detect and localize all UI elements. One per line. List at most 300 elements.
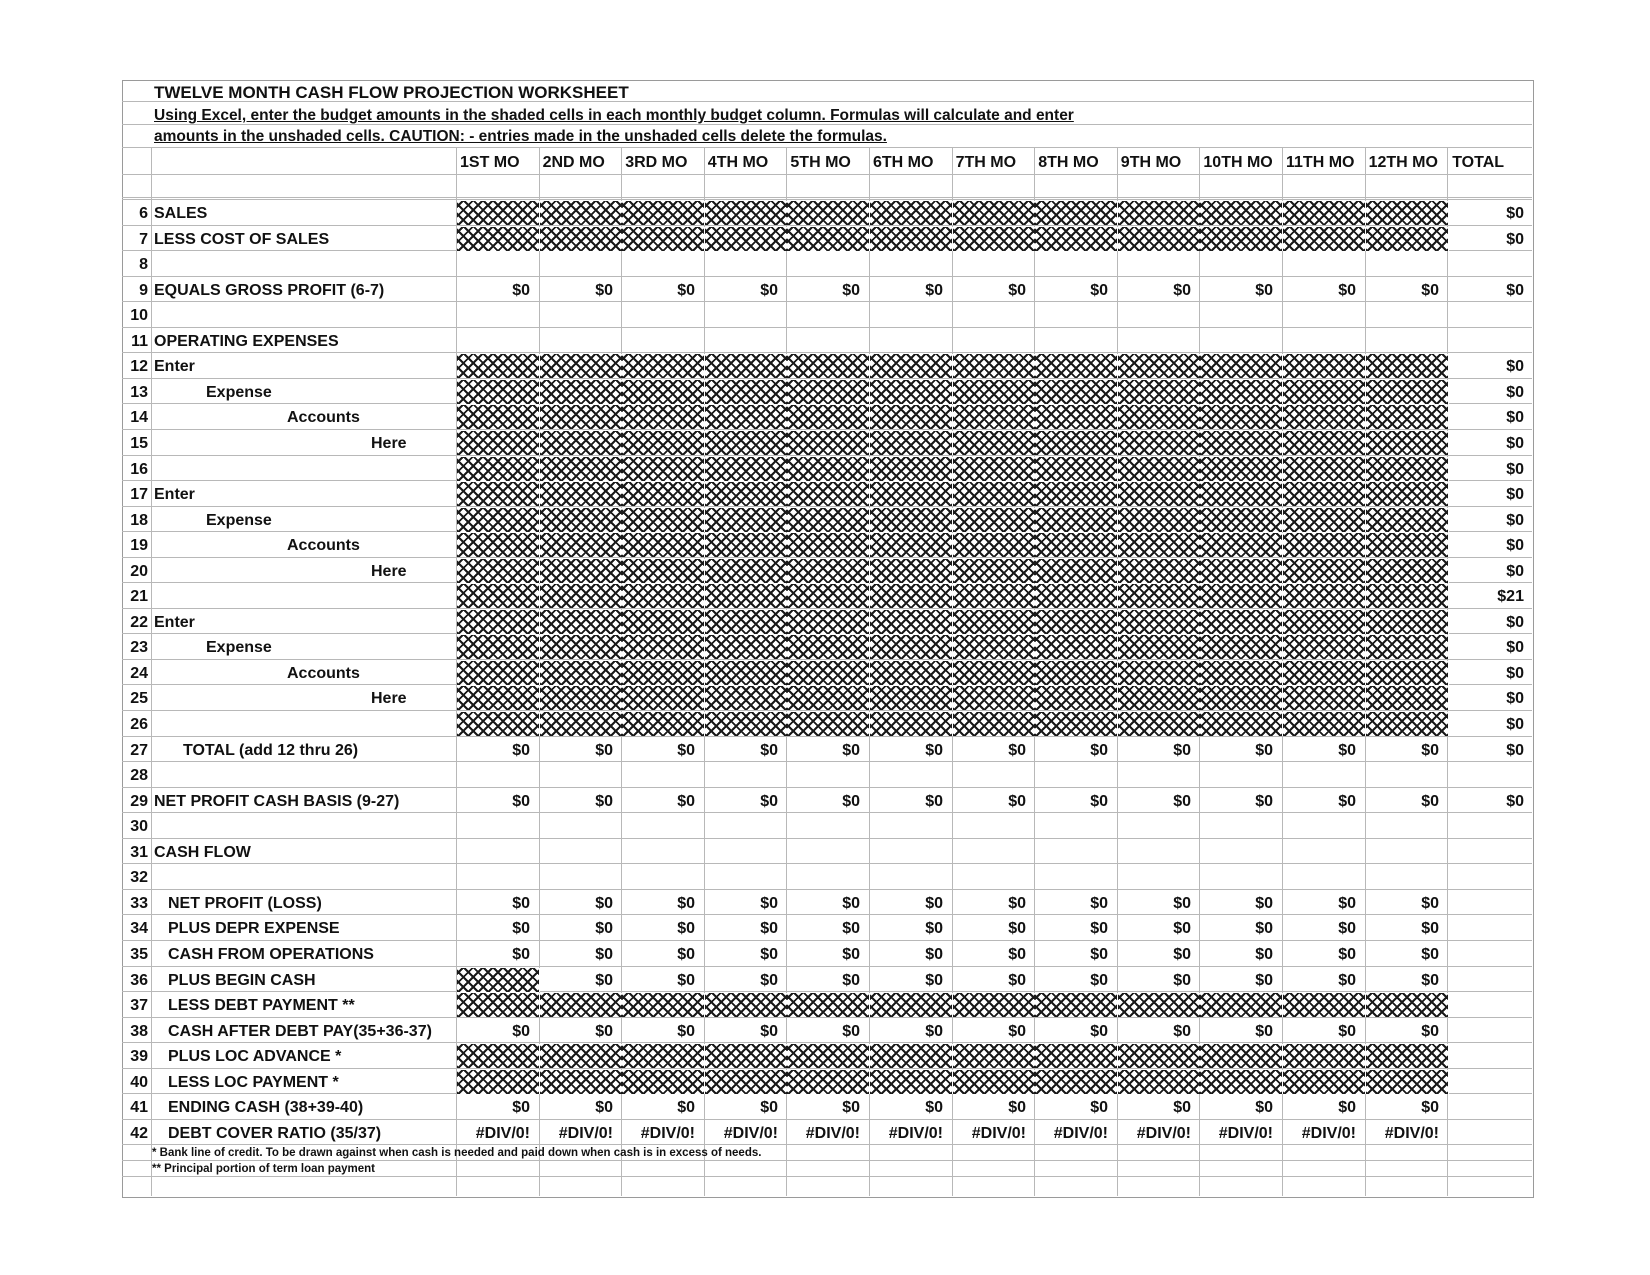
- budget-input-cell[interactable]: [1118, 380, 1201, 404]
- row-label: ENDING CASH (38+39-40): [168, 1099, 364, 1116]
- month-value-cell: $0: [1090, 282, 1108, 299]
- month-value-cell: #DIV/0!: [558, 1125, 613, 1142]
- budget-input-cell[interactable]: [1200, 201, 1283, 225]
- budget-input-cell[interactable]: [953, 227, 1036, 251]
- budget-input-cell[interactable]: [457, 635, 540, 659]
- budget-input-cell[interactable]: [705, 201, 788, 225]
- budget-input-cell[interactable]: [1118, 431, 1201, 455]
- budget-input-cell[interactable]: [1118, 686, 1201, 710]
- total-value-cell: $0: [1506, 537, 1524, 554]
- budget-input-cell[interactable]: [457, 993, 540, 1017]
- budget-input-cell[interactable]: [870, 201, 953, 225]
- budget-input-cell[interactable]: [457, 482, 540, 506]
- budget-input-cell[interactable]: [870, 1044, 953, 1068]
- budget-input-cell[interactable]: [457, 686, 540, 710]
- budget-input-cell[interactable]: [1035, 610, 1118, 634]
- budget-input-cell[interactable]: [1366, 380, 1449, 404]
- budget-input-cell[interactable]: [1283, 661, 1366, 685]
- row-label: PLUS LOC ADVANCE *: [168, 1048, 342, 1065]
- budget-input-cell[interactable]: [787, 380, 870, 404]
- budget-input-cell[interactable]: [457, 227, 540, 251]
- budget-input-cell[interactable]: [870, 533, 953, 557]
- budget-input-cell[interactable]: [1283, 201, 1366, 225]
- budget-input-cell[interactable]: [705, 584, 788, 608]
- budget-input-cell[interactable]: [1035, 661, 1118, 685]
- budget-input-cell[interactable]: [705, 661, 788, 685]
- budget-input-cell[interactable]: [1366, 482, 1449, 506]
- grid-line: [122, 1042, 1532, 1043]
- budget-input-cell[interactable]: [540, 508, 623, 532]
- month-value-cell: $0: [512, 1023, 530, 1040]
- budget-input-cell[interactable]: [540, 1070, 623, 1094]
- budget-input-cell[interactable]: [1200, 227, 1283, 251]
- budget-input-cell[interactable]: [953, 559, 1036, 583]
- budget-input-cell[interactable]: [1200, 533, 1283, 557]
- budget-input-cell[interactable]: [1118, 405, 1201, 429]
- budget-input-cell[interactable]: [622, 686, 705, 710]
- budget-input-cell[interactable]: [787, 712, 870, 736]
- budget-input-cell[interactable]: [1035, 584, 1118, 608]
- budget-input-cell[interactable]: [1366, 1070, 1449, 1094]
- budget-input-cell[interactable]: [540, 661, 623, 685]
- month-value-cell: $0: [677, 282, 695, 299]
- budget-input-cell[interactable]: [1118, 482, 1201, 506]
- budget-input-cell[interactable]: [1366, 201, 1449, 225]
- budget-input-cell[interactable]: [705, 457, 788, 481]
- budget-input-cell[interactable]: [540, 380, 623, 404]
- budget-input-cell[interactable]: [953, 712, 1036, 736]
- month-value-cell: $0: [760, 1023, 778, 1040]
- budget-input-cell[interactable]: [953, 380, 1036, 404]
- budget-input-cell[interactable]: [457, 610, 540, 634]
- budget-input-cell[interactable]: [1035, 201, 1118, 225]
- budget-input-cell[interactable]: [540, 635, 623, 659]
- budget-input-cell[interactable]: [787, 584, 870, 608]
- budget-input-cell[interactable]: [1035, 993, 1118, 1017]
- budget-input-cell[interactable]: [1118, 712, 1201, 736]
- total-value-cell: $0: [1506, 358, 1524, 375]
- month-value-cell: $0: [1338, 920, 1356, 937]
- budget-input-cell[interactable]: [705, 533, 788, 557]
- budget-input-cell[interactable]: [1035, 431, 1118, 455]
- month-value-cell: $0: [595, 920, 613, 937]
- budget-input-cell[interactable]: [787, 635, 870, 659]
- budget-input-cell[interactable]: [705, 712, 788, 736]
- month-value-cell: $0: [1338, 282, 1356, 299]
- budget-input-cell[interactable]: [457, 661, 540, 685]
- budget-input-cell[interactable]: [540, 405, 623, 429]
- budget-input-cell[interactable]: [1283, 508, 1366, 532]
- budget-input-cell[interactable]: [622, 712, 705, 736]
- budget-input-cell[interactable]: [1366, 533, 1449, 557]
- row-label: Enter: [154, 358, 195, 375]
- row-label: Expense: [206, 384, 272, 401]
- budget-input-cell[interactable]: [1366, 508, 1449, 532]
- column-header-total: TOTAL: [1452, 154, 1505, 171]
- budget-input-cell[interactable]: [1035, 457, 1118, 481]
- budget-input-cell[interactable]: [1035, 559, 1118, 583]
- budget-input-cell[interactable]: [1200, 1044, 1283, 1068]
- total-value-cell: $0: [1506, 231, 1524, 248]
- budget-input-cell[interactable]: [457, 584, 540, 608]
- budget-input-cell[interactable]: [787, 559, 870, 583]
- budget-input-cell[interactable]: [1035, 354, 1118, 378]
- budget-input-cell[interactable]: [457, 508, 540, 532]
- budget-input-cell[interactable]: [1035, 482, 1118, 506]
- budget-input-cell[interactable]: [622, 1044, 705, 1068]
- budget-input-cell[interactable]: [622, 661, 705, 685]
- budget-input-cell[interactable]: [1366, 1044, 1449, 1068]
- budget-input-cell[interactable]: [953, 993, 1036, 1017]
- month-value-cell: $0: [842, 282, 860, 299]
- budget-input-cell[interactable]: [705, 993, 788, 1017]
- budget-input-cell[interactable]: [787, 1044, 870, 1068]
- budget-input-cell[interactable]: [705, 1070, 788, 1094]
- month-value-cell: $0: [925, 946, 943, 963]
- budget-input-cell[interactable]: [953, 482, 1036, 506]
- budget-input-cell[interactable]: [1200, 405, 1283, 429]
- budget-input-cell[interactable]: [953, 686, 1036, 710]
- budget-input-cell[interactable]: [953, 533, 1036, 557]
- budget-input-cell[interactable]: [705, 431, 788, 455]
- budget-input-cell[interactable]: [953, 457, 1036, 481]
- budget-input-cell[interactable]: [870, 380, 953, 404]
- month-value-cell: $0: [1255, 1023, 1273, 1040]
- budget-input-cell[interactable]: [540, 584, 623, 608]
- row-label: Expense: [206, 512, 272, 529]
- budget-input-cell[interactable]: [622, 610, 705, 634]
- budget-input-cell[interactable]: [870, 661, 953, 685]
- budget-input-cell[interactable]: [787, 457, 870, 481]
- budget-input-cell[interactable]: [870, 431, 953, 455]
- budget-input-cell[interactable]: [1118, 610, 1201, 634]
- column-header-2: 2ND MO: [542, 154, 605, 171]
- budget-input-cell[interactable]: [622, 584, 705, 608]
- total-value-cell: $0: [1506, 690, 1524, 707]
- budget-input-cell[interactable]: [953, 661, 1036, 685]
- budget-input-cell[interactable]: [457, 533, 540, 557]
- budget-input-cell[interactable]: [1366, 457, 1449, 481]
- budget-input-cell[interactable]: [705, 610, 788, 634]
- budget-input-cell[interactable]: [1283, 457, 1366, 481]
- budget-input-cell[interactable]: [870, 1070, 953, 1094]
- month-value-cell: $0: [595, 972, 613, 989]
- budget-input-cell[interactable]: [540, 993, 623, 1017]
- budget-input-cell[interactable]: [787, 661, 870, 685]
- budget-input-cell[interactable]: [1200, 993, 1283, 1017]
- budget-input-cell[interactable]: [870, 686, 953, 710]
- budget-input-cell[interactable]: [705, 508, 788, 532]
- budget-input-cell[interactable]: [1366, 354, 1449, 378]
- budget-input-cell[interactable]: [1283, 993, 1366, 1017]
- month-value-cell: $0: [595, 282, 613, 299]
- budget-input-cell[interactable]: [457, 431, 540, 455]
- budget-input-cell[interactable]: [787, 482, 870, 506]
- month-value-cell: #DIV/0!: [805, 1125, 860, 1142]
- budget-input-cell[interactable]: [953, 635, 1036, 659]
- budget-input-cell[interactable]: [1283, 712, 1366, 736]
- budget-input-cell[interactable]: [540, 227, 623, 251]
- budget-input-cell[interactable]: [1035, 686, 1118, 710]
- budget-input-cell[interactable]: [622, 533, 705, 557]
- month-value-cell: $0: [925, 920, 943, 937]
- budget-input-cell[interactable]: [1118, 508, 1201, 532]
- budget-input-cell[interactable]: [705, 482, 788, 506]
- budget-input-cell[interactable]: [1283, 533, 1366, 557]
- month-value-cell: #DIV/0!: [1218, 1125, 1273, 1142]
- budget-input-cell[interactable]: [1283, 431, 1366, 455]
- budget-input-cell[interactable]: [1200, 380, 1283, 404]
- budget-input-cell[interactable]: [1118, 661, 1201, 685]
- grid-line: [151, 147, 152, 1196]
- budget-input-cell[interactable]: [622, 354, 705, 378]
- budget-input-cell[interactable]: [870, 457, 953, 481]
- budget-input-cell[interactable]: [457, 968, 540, 992]
- budget-input-cell[interactable]: [1118, 993, 1201, 1017]
- budget-input-cell[interactable]: [870, 482, 953, 506]
- budget-input-cell[interactable]: [1035, 635, 1118, 659]
- budget-input-cell[interactable]: [787, 993, 870, 1017]
- budget-input-cell[interactable]: [953, 1044, 1036, 1068]
- budget-input-cell[interactable]: [540, 201, 623, 225]
- row-label: NET PROFIT (LOSS): [168, 895, 322, 912]
- budget-input-cell[interactable]: [1200, 482, 1283, 506]
- month-value-cell: #DIV/0!: [1053, 1125, 1108, 1142]
- budget-input-cell[interactable]: [1283, 405, 1366, 429]
- budget-input-cell[interactable]: [705, 1044, 788, 1068]
- grid-line: [122, 761, 1532, 762]
- budget-input-cell[interactable]: [705, 354, 788, 378]
- budget-input-cell[interactable]: [705, 380, 788, 404]
- grid-line: [122, 506, 1532, 507]
- budget-input-cell[interactable]: [457, 1070, 540, 1094]
- month-value-cell: $0: [842, 946, 860, 963]
- budget-input-cell[interactable]: [622, 431, 705, 455]
- month-value-cell: $0: [925, 1099, 943, 1116]
- budget-input-cell[interactable]: [953, 1070, 1036, 1094]
- budget-input-cell[interactable]: [1035, 1070, 1118, 1094]
- budget-input-cell[interactable]: [1366, 405, 1449, 429]
- budget-input-cell[interactable]: [1200, 661, 1283, 685]
- budget-input-cell[interactable]: [540, 533, 623, 557]
- budget-input-cell[interactable]: [457, 1044, 540, 1068]
- budget-input-cell[interactable]: [705, 405, 788, 429]
- budget-input-cell[interactable]: [1035, 712, 1118, 736]
- budget-input-cell[interactable]: [787, 1070, 870, 1094]
- budget-input-cell[interactable]: [1118, 354, 1201, 378]
- budget-input-cell[interactable]: [540, 712, 623, 736]
- budget-input-cell[interactable]: [705, 227, 788, 251]
- budget-input-cell[interactable]: [953, 405, 1036, 429]
- budget-input-cell[interactable]: [953, 354, 1036, 378]
- budget-input-cell[interactable]: [705, 686, 788, 710]
- budget-input-cell[interactable]: [953, 431, 1036, 455]
- budget-input-cell[interactable]: [953, 610, 1036, 634]
- budget-input-cell[interactable]: [1200, 559, 1283, 583]
- budget-input-cell[interactable]: [1283, 1070, 1366, 1094]
- budget-input-cell[interactable]: [1283, 380, 1366, 404]
- budget-input-cell[interactable]: [540, 559, 623, 583]
- budget-input-cell[interactable]: [870, 508, 953, 532]
- budget-input-cell[interactable]: [622, 482, 705, 506]
- budget-input-cell[interactable]: [1366, 661, 1449, 685]
- budget-input-cell[interactable]: [870, 354, 953, 378]
- budget-input-cell[interactable]: [1035, 1044, 1118, 1068]
- budget-input-cell[interactable]: [787, 227, 870, 251]
- budget-input-cell[interactable]: [870, 712, 953, 736]
- budget-input-cell[interactable]: [457, 380, 540, 404]
- budget-input-cell[interactable]: [787, 201, 870, 225]
- budget-input-cell[interactable]: [1366, 559, 1449, 583]
- budget-input-cell[interactable]: [1035, 508, 1118, 532]
- budget-input-cell[interactable]: [1118, 533, 1201, 557]
- budget-input-cell[interactable]: [622, 635, 705, 659]
- budget-input-cell[interactable]: [953, 201, 1036, 225]
- budget-input-cell[interactable]: [1200, 508, 1283, 532]
- budget-input-cell[interactable]: [1118, 584, 1201, 608]
- budget-input-cell[interactable]: [457, 354, 540, 378]
- budget-input-cell[interactable]: [1118, 201, 1201, 225]
- month-value-cell: $0: [1421, 895, 1439, 912]
- budget-input-cell[interactable]: [457, 457, 540, 481]
- month-value-cell: $0: [1421, 920, 1439, 937]
- budget-input-cell[interactable]: [622, 227, 705, 251]
- month-value-cell: $0: [925, 742, 943, 759]
- grid-line: [122, 378, 1532, 379]
- budget-input-cell[interactable]: [1200, 1070, 1283, 1094]
- column-header-11: 11TH MO: [1286, 154, 1355, 171]
- budget-input-cell[interactable]: [1283, 635, 1366, 659]
- budget-input-cell[interactable]: [1283, 482, 1366, 506]
- budget-input-cell[interactable]: [870, 559, 953, 583]
- month-value-cell: $0: [1255, 946, 1273, 963]
- budget-input-cell[interactable]: [1035, 405, 1118, 429]
- budget-input-cell[interactable]: [787, 686, 870, 710]
- budget-input-cell[interactable]: [1200, 610, 1283, 634]
- budget-input-cell[interactable]: [622, 559, 705, 583]
- budget-input-cell[interactable]: [787, 533, 870, 557]
- budget-input-cell[interactable]: [870, 405, 953, 429]
- budget-input-cell[interactable]: [540, 431, 623, 455]
- budget-input-cell[interactable]: [953, 584, 1036, 608]
- budget-input-cell[interactable]: [1035, 533, 1118, 557]
- budget-input-cell[interactable]: [1035, 227, 1118, 251]
- budget-input-cell[interactable]: [787, 610, 870, 634]
- budget-input-cell[interactable]: [1118, 635, 1201, 659]
- budget-input-cell[interactable]: [1200, 635, 1283, 659]
- budget-input-cell[interactable]: [1366, 686, 1449, 710]
- budget-input-cell[interactable]: [1118, 559, 1201, 583]
- budget-input-cell[interactable]: [1366, 584, 1449, 608]
- budget-input-cell[interactable]: [622, 380, 705, 404]
- budget-input-cell[interactable]: [1118, 1070, 1201, 1094]
- budget-input-cell[interactable]: [1283, 686, 1366, 710]
- grid-line: [122, 838, 1532, 839]
- budget-input-cell[interactable]: [1283, 584, 1366, 608]
- budget-input-cell[interactable]: [1366, 712, 1449, 736]
- budget-input-cell[interactable]: [540, 686, 623, 710]
- budget-input-cell[interactable]: [870, 635, 953, 659]
- budget-input-cell[interactable]: [787, 508, 870, 532]
- budget-input-cell[interactable]: [457, 201, 540, 225]
- budget-input-cell[interactable]: [1200, 584, 1283, 608]
- budget-input-cell[interactable]: [622, 993, 705, 1017]
- budget-input-cell[interactable]: [1366, 431, 1449, 455]
- budget-input-cell[interactable]: [705, 635, 788, 659]
- budget-input-cell[interactable]: [457, 712, 540, 736]
- column-header-12: 12TH MO: [1368, 154, 1438, 171]
- budget-input-cell[interactable]: [870, 584, 953, 608]
- budget-input-cell[interactable]: [1118, 1044, 1201, 1068]
- budget-input-cell[interactable]: [622, 457, 705, 481]
- grid-line: [122, 1144, 1532, 1145]
- budget-input-cell[interactable]: [1200, 457, 1283, 481]
- budget-input-cell[interactable]: [540, 354, 623, 378]
- budget-input-cell[interactable]: [540, 1044, 623, 1068]
- budget-input-cell[interactable]: [870, 993, 953, 1017]
- budget-input-cell[interactable]: [1366, 993, 1449, 1017]
- budget-input-cell[interactable]: [953, 508, 1036, 532]
- budget-input-cell[interactable]: [1283, 227, 1366, 251]
- budget-input-cell[interactable]: [1283, 1044, 1366, 1068]
- budget-input-cell[interactable]: [1283, 559, 1366, 583]
- row-number: 12: [130, 358, 148, 375]
- budget-input-cell[interactable]: [540, 457, 623, 481]
- budget-input-cell[interactable]: [787, 405, 870, 429]
- budget-input-cell[interactable]: [705, 559, 788, 583]
- budget-input-cell[interactable]: [1200, 431, 1283, 455]
- grid-line: [122, 352, 1532, 353]
- budget-input-cell[interactable]: [1366, 635, 1449, 659]
- budget-input-cell[interactable]: [1283, 610, 1366, 634]
- budget-input-cell[interactable]: [870, 227, 953, 251]
- row-number: 9: [139, 282, 148, 299]
- row-number: 29: [130, 793, 148, 810]
- month-value-cell: $0: [677, 1023, 695, 1040]
- grid-line: [122, 557, 1532, 558]
- budget-input-cell[interactable]: [540, 482, 623, 506]
- month-value-cell: $0: [1421, 282, 1439, 299]
- budget-input-cell[interactable]: [622, 405, 705, 429]
- budget-input-cell[interactable]: [1200, 712, 1283, 736]
- budget-input-cell[interactable]: [870, 610, 953, 634]
- budget-input-cell[interactable]: [1118, 457, 1201, 481]
- grid-line: [122, 455, 1532, 456]
- budget-input-cell[interactable]: [787, 431, 870, 455]
- budget-input-cell[interactable]: [457, 405, 540, 429]
- budget-input-cell[interactable]: [1366, 610, 1449, 634]
- budget-input-cell[interactable]: [1200, 686, 1283, 710]
- row-number: 32: [130, 869, 148, 886]
- budget-input-cell[interactable]: [622, 1070, 705, 1094]
- budget-input-cell[interactable]: [622, 201, 705, 225]
- month-value-cell: $0: [677, 793, 695, 810]
- grid-line: [122, 174, 1532, 175]
- budget-input-cell[interactable]: [1118, 227, 1201, 251]
- month-value-cell: $0: [760, 895, 778, 912]
- budget-input-cell[interactable]: [540, 610, 623, 634]
- budget-input-cell[interactable]: [787, 354, 870, 378]
- budget-input-cell[interactable]: [622, 508, 705, 532]
- budget-input-cell[interactable]: [457, 559, 540, 583]
- total-value-cell: $0: [1506, 486, 1524, 503]
- budget-input-cell[interactable]: [1035, 380, 1118, 404]
- month-value-cell: $0: [1421, 742, 1439, 759]
- budget-input-cell[interactable]: [1283, 354, 1366, 378]
- grid-line: [122, 197, 1532, 198]
- budget-input-cell[interactable]: [1200, 354, 1283, 378]
- budget-input-cell[interactable]: [1366, 227, 1449, 251]
